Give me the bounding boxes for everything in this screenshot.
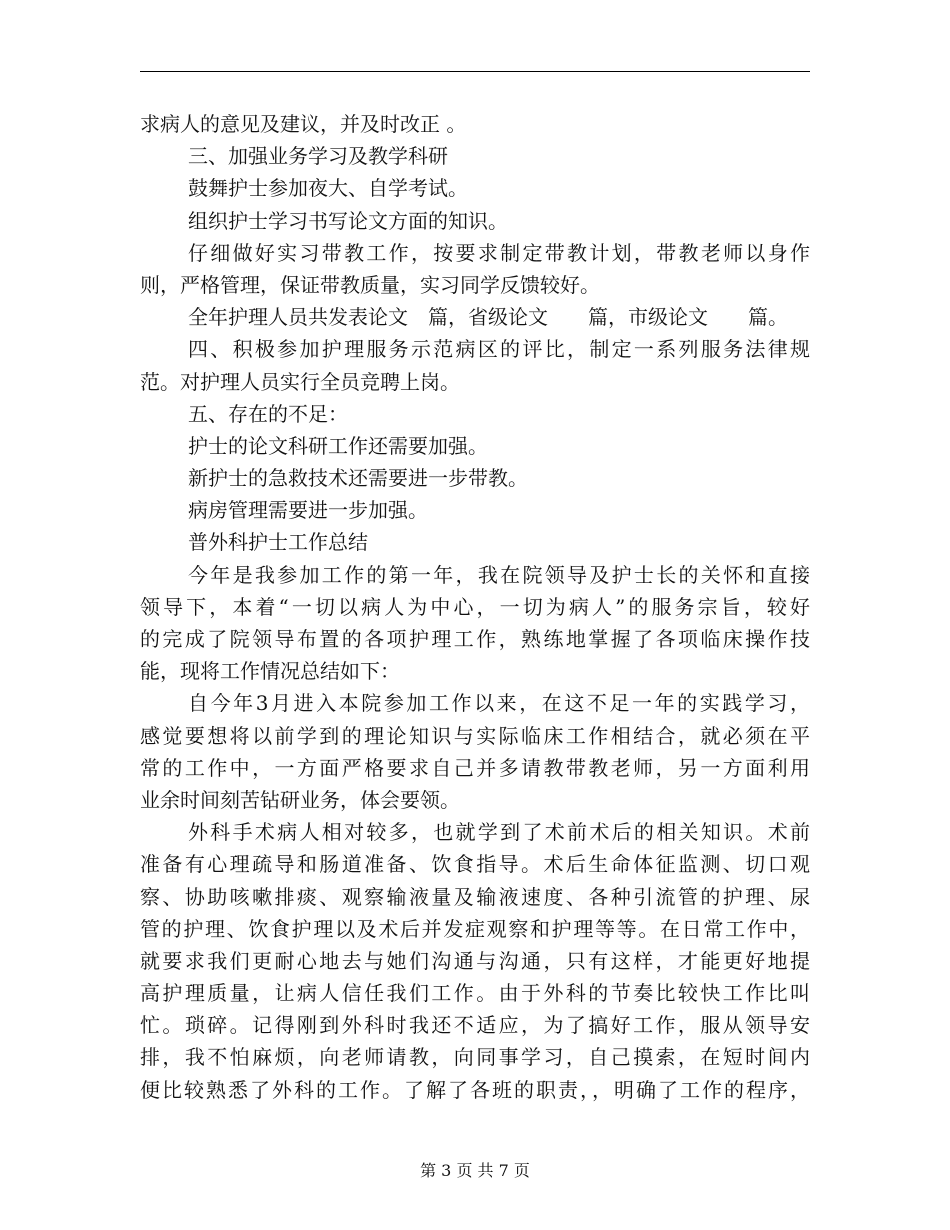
text-line: 五、存在的不足： [188, 401, 348, 426]
text-line: 求病人的意见及建议，并及时改正 。 [140, 112, 467, 136]
text-line: 察、协助咳嗽排痰、观察输液量及输液速度、各种引流管的护理、尿 [140, 884, 810, 909]
text-line: 护士的论文科研工作还需要加强。 [188, 433, 488, 458]
text-line: 普外科护士工作总结 [188, 530, 368, 555]
document-body [140, 108, 810, 1106]
text-line: 业余时间刻苦钻研业务，体会要领。 [140, 787, 460, 812]
text-line: 自今年3月进入本院参加工作以来，在这不足一年的实践学习， [188, 691, 810, 716]
text-line: 便比较熟悉了外科的工作。了解了各班的职责，，明确了工作的程序， [140, 1077, 810, 1102]
text-line: 管的护理、饮食护理以及术后并发症观察和护理等等。在日常工作中， [140, 916, 810, 941]
text-line: 范。对护理人员实行全员竞聘上岗。 [140, 369, 460, 394]
text-line: 感觉要想将以前学到的理论知识与实际临床工作相结合，就必须在平 [140, 723, 810, 748]
text-line: 全年护理人员共发表论文 篇，省级论文 篇，市级论文 篇。 [188, 305, 788, 330]
text-line: 仔细做好实习带教工作，按要求制定带教计划，带教老师以身作 [188, 240, 810, 265]
text-line: 能，现将工作情况总结如下： [140, 659, 400, 684]
text-line: 组织护士学习书写论文方面的知识。 [188, 208, 508, 233]
text-line: 病房管理需要进一步加强。 [188, 498, 428, 523]
text-line: 则，严格管理，保证带教质量，实习同学反馈较好。 [140, 272, 600, 297]
page-number: 第 3 页 共 7 页 [420, 1161, 530, 1180]
text-line: 准备有心理疏导和肠道准备、饮食指导。术后生命体征监测、切口观 [140, 852, 810, 877]
text-line: 就要求我们更耐心地去与她们沟通与沟通，只有这样，才能更好地提 [140, 948, 810, 973]
text-line: 今年是我参加工作的第一年，我在院领导及护士长的关怀和直接 [188, 562, 810, 587]
header-rule [140, 71, 810, 72]
text-line: 鼓舞护士参加夜大、自学考试。 [188, 176, 468, 201]
text-line: 常的工作中，一方面严格要求自己并多请教带教老师，另一方面利用 [140, 755, 810, 780]
text-line: 领导下，本着“一切以病人为中心，一切为病人”的服务宗旨，较好 [140, 594, 810, 619]
text-line: 忙。琐碎。记得刚到外科时我还不适应，为了搞好工作，服从领导安 [140, 1013, 810, 1038]
text-line: 外科手术病人相对较多，也就学到了术前术后的相关知识。术前 [188, 820, 810, 845]
text-line: 高护理质量，让病人信任我们工作。由于外科的节奏比较快工作比叫 [140, 981, 810, 1006]
text-line: 三、加强业务学习及教学科研 [188, 144, 448, 169]
text-line: 新护士的急救技术还需要进一步带教。 [188, 466, 528, 491]
text-line: 排，我不怕麻烦，向老师请教，向同事学习，自己摸索，在短时间内 [140, 1045, 810, 1070]
text-line: 四、积极参加护理服务示范病区的评比，制定一系列服务法律规 [188, 337, 810, 362]
text-line: 的完成了院领导布置的各项护理工作，熟练地掌握了各项临床操作技 [140, 627, 810, 651]
